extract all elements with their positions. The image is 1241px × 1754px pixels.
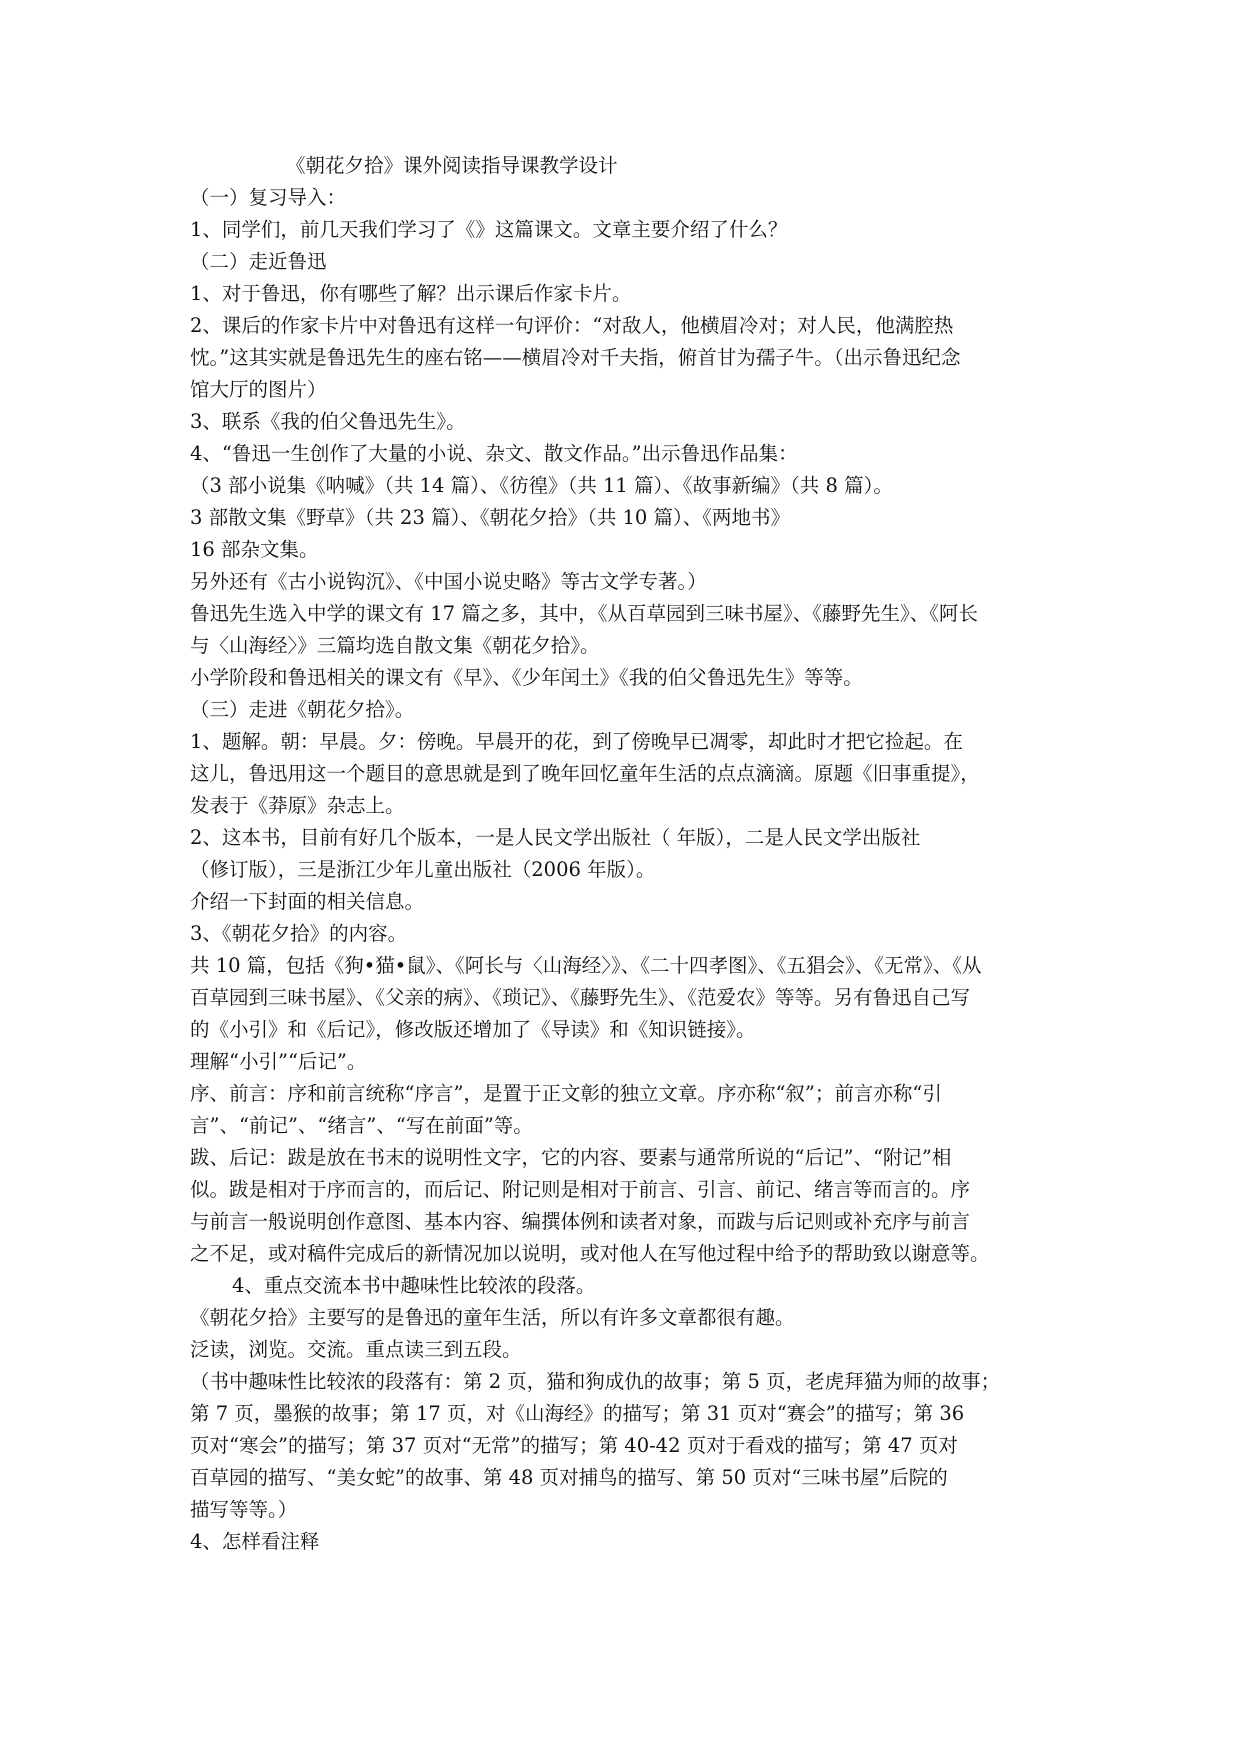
document-body (190, 150, 1055, 1558)
text-line: 发表于《莽原》杂志上。 (190, 794, 405, 817)
text-line: 4、重点交流本书中趣味性比较浓的段落。 (232, 1274, 596, 1297)
text-line: 理解“小引”“后记”。 (190, 1050, 367, 1073)
text-line: 页对“寒会”的描写；第 37 页对“无常”的描写；第 40-42 页对于看戏的描写；第 47 页对 (190, 1434, 958, 1457)
page-title: 《朝花夕拾》课外阅读指导课教学设计 (286, 154, 618, 177)
text-line: 描写等等。） (190, 1498, 298, 1521)
text-line: 之不足，或对稿件完成后的新情况加以说明，或对他人在写他过程中给予的帮助致以谢意等。 (190, 1242, 990, 1265)
text-line: 泛读，浏览。交流。重点读三到五段。 (190, 1338, 522, 1361)
text-line: 3 部散文集《野草》（共 23 篇）、《朝花夕拾》（共 10 篇）、《两地书》 (190, 506, 791, 529)
text-line: 跋、后记：跋是放在书末的说明性文字，它的内容、要素与通常所说的“后记”、“附记”相 (190, 1146, 952, 1169)
text-line: （修订版），三是浙江少年儿童出版社（2006 年版）。 (190, 858, 656, 881)
text-line: 另外还有《古小说钩沉》、《中国小说史略》等古文学专著。） (190, 570, 707, 593)
text-line: 的《小引》和《后记》，修改版还增加了《导读》和《知识链接》。 (190, 1018, 756, 1041)
text-line: 2、这本书，目前有好几个版本，一是人民文学出版社（ 年版），二是人民文学出版社 (190, 826, 921, 849)
text-line: 百草园的描写、“美女蛇”的故事、第 48 页对捕鸟的描写、第 50 页对“三味书屋”后院的 (190, 1466, 948, 1489)
text-line: 第 7 页，墨猴的故事；第 17 页，对《山海经》的描写；第 31 页对“赛会”的描写；第 36 (190, 1402, 965, 1425)
text-line: 序、前言：序和前言统称“序言”，是置于正文彰的独立文章。序亦称“叙”；前言亦称“引 (190, 1082, 942, 1105)
text-line: 百草园到三味书屋》、《父亲的病》、《琐记》、《藤野先生》、《范爱农》等等。另有鲁迅自己写 (190, 986, 971, 1009)
text-line: 16 部杂文集。 (190, 538, 319, 561)
text-line: （三）走进《朝花夕拾》。 (190, 698, 415, 721)
text-line: 3、《朝花夕拾》的内容。 (190, 922, 408, 945)
text-line: 1、对于鲁迅，你有哪些了解？出示课后作家卡片。 (190, 282, 632, 305)
text-line: 鲁迅先生选入中学的课文有 17 篇之多，其中，《从百草园到三味书屋》、《藤野先生》、《阿长 (190, 602, 978, 625)
text-line: 小学阶段和鲁迅相关的课文有《早》、《少年闰土》《我的伯父鲁迅先生》等等。 (190, 666, 863, 689)
text-line: 介绍一下封面的相关信息。 (190, 890, 425, 913)
text-line: （3 部小说集《呐喊》（共 14 篇）、《彷徨》（共 11 篇）、《故事新编》（共 8 篇）。 (190, 474, 893, 497)
text-line: 这儿，鲁迅用这一个题目的意思就是到了晚年回忆童年生活的点点滴滴。原题《旧事重提》， (190, 762, 980, 785)
text-line: 《朝花夕拾》主要写的是鲁迅的童年生活，所以有许多文章都很有趣。 (190, 1306, 795, 1329)
text-line: 3、联系《我的伯父鲁迅先生》。 (190, 410, 466, 433)
text-line: 1、同学们，前几天我们学习了《》这篇课文。文章主要介绍了什么？ (190, 218, 788, 241)
text-line: 与〈山海经〉》三篇均选自散文集《朝花夕拾》。 (190, 634, 600, 657)
text-line: 共 10 篇，包括《狗•猫•鼠》、《阿长与〈山海经〉》、《二十四孝图》、《五猖会》、《无常》、《从 (190, 954, 982, 977)
text-line: 与前言一般说明创作意图、基本内容、编撰体例和读者对象，而跋与后记则或补充序与前言 (190, 1210, 971, 1233)
text-line: 馆大厅的图片） (190, 378, 327, 401)
text-line: 言”、“前记”、“绪言”、“写在前面”等。 (190, 1114, 533, 1137)
text-line: 1、题解。朝：早晨。夕：傍晚。早晨开的花，到了傍晚早已凋零，却此时才把它捡起。在 (190, 730, 963, 753)
text-line: （一）复习导入： (190, 186, 347, 209)
text-line: （二）走近鲁迅 (190, 250, 327, 273)
text-line: 4、“鲁迅一生创作了大量的小说、杂文、散文作品。”出示鲁迅作品集： (190, 442, 798, 465)
text-line: 4、怎样看注释 (190, 1530, 320, 1553)
text-line: （书中趣味性比较浓的段落有：第 2 页，猫和狗成仇的故事；第 5 页，老虎拜猫为师的故事； (190, 1370, 1001, 1393)
text-line: 似。跋是相对于序而言的，而后记、附记则是相对于前言、引言、前记、绪言等而言的。序 (190, 1178, 971, 1201)
text-line: 2、课后的作家卡片中对鲁迅有这样一句评价：“对敌人，他横眉冷对；对人民，他满腔热 (190, 314, 954, 337)
text-line: 忱。”这其实就是鲁迅先生的座右铭——横眉冷对千夫指，俯首甘为孺子牛。（出示鲁迅纪念 (190, 346, 961, 369)
